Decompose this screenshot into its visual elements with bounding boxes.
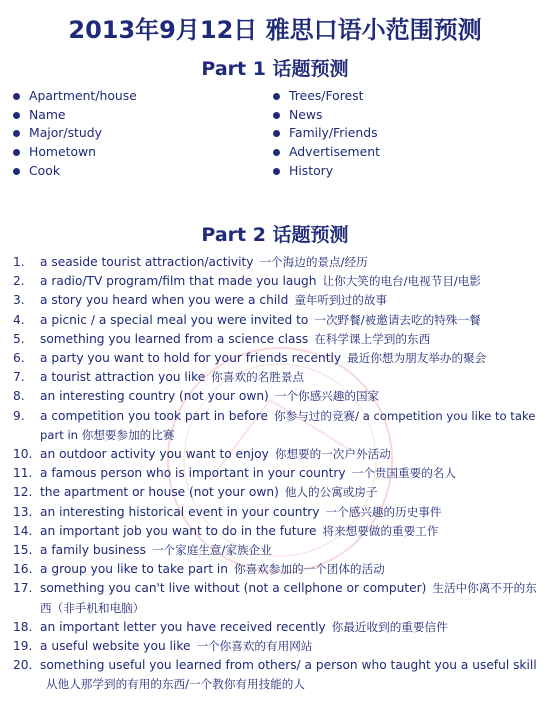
list-item [13, 387, 543, 406]
list-item [13, 272, 543, 291]
topic-label: Cook [29, 162, 60, 178]
item-chinese: 一个你喜欢的有用网站 [196, 639, 313, 654]
item-chinese: 童年听到过的故事 [294, 293, 388, 308]
item-english: a story you heard when you were a child [40, 293, 289, 308]
item-chinese: 你喜欢的名胜景点 [211, 370, 305, 385]
item-number: 8. [13, 389, 25, 404]
bullet-icon [273, 168, 280, 175]
item-chinese: 从他人那学到的有用的东西/一个教你有用技能的人 [46, 677, 305, 692]
list-item [13, 253, 543, 272]
item-english: a party you want to hold for your friends recently [40, 351, 342, 366]
topic-label: Apartment/house [29, 88, 137, 103]
item-number: 15. [13, 543, 33, 558]
item-number: 12. [13, 485, 33, 500]
item-english: a family business [40, 543, 146, 558]
list-item [13, 560, 543, 579]
item-number: 14. [13, 523, 33, 538]
item-chinese: 最近你想为朋友举办的聚会 [347, 351, 487, 366]
item-chinese: 一个贵国重要的名人 [351, 466, 456, 481]
item-chinese: 生活中你离不开的东西（非手机和电脑） [40, 581, 537, 615]
item-number: 3. [13, 293, 25, 308]
part1-heading: Part 1 话题预测 [201, 58, 349, 80]
list-item [13, 291, 543, 310]
item-number: 2. [13, 274, 25, 289]
bullet-icon [273, 130, 280, 137]
list-item [13, 637, 543, 656]
item-english: an important letter you have received recently [40, 619, 326, 634]
topic-item [273, 124, 380, 143]
part1-topics-right [273, 87, 380, 180]
topic-item [13, 87, 137, 106]
item-chinese: 一个海边的景点/经历 [259, 255, 368, 269]
part2-heading: Part 2 话题预测 [201, 224, 349, 246]
list-item [13, 541, 543, 560]
list-item [13, 503, 543, 522]
item-chinese: 他人的公寓或房子 [284, 485, 378, 500]
topic-label: Trees/Forest [289, 88, 364, 103]
item-english: a picnic / a special meal you were invited to [40, 312, 309, 327]
part1-topics-left [13, 87, 137, 180]
list-item [13, 522, 543, 541]
item-english: the apartment or house (not your own) [40, 485, 279, 500]
bullet-icon [13, 149, 20, 156]
topic-label: News [289, 106, 323, 122]
item-number: 19. [13, 639, 33, 654]
bullet-icon [13, 93, 20, 100]
item-english: an outdoor activity you want to enjoy [40, 447, 269, 462]
item-chinese: 一个家庭生意/家族企业 [151, 543, 272, 558]
item-english: a tourist attraction you like [40, 370, 206, 385]
bullet-icon [273, 93, 280, 100]
bullet-icon [13, 168, 20, 175]
bullet-icon [13, 112, 20, 119]
item-chinese: 让你大笑的电台/电视节目/电影 [322, 274, 482, 289]
item-english: a competition you took part in before [40, 408, 268, 423]
item-english: something you can't live without (not a cellphone or computer) [40, 581, 427, 596]
item-number: 13. [13, 504, 33, 519]
item-english: a seaside tourist attraction/activity [40, 255, 254, 269]
item-chinese: 在科学课上学到的东西 [314, 331, 431, 346]
topic-item [273, 143, 380, 162]
list-item [13, 483, 543, 502]
list-item [13, 579, 543, 617]
bullet-icon [273, 112, 280, 119]
list-item [13, 656, 543, 694]
part2-topic-list [13, 253, 543, 695]
item-chinese: 你想要的一次户外活动 [274, 447, 391, 462]
item-chinese: 你最近收到的重要信件 [331, 619, 448, 634]
topic-item [13, 162, 137, 181]
item-number: 20. [13, 658, 33, 673]
list-item [13, 464, 543, 483]
list-item [13, 618, 543, 637]
item-number: 17. [13, 581, 33, 596]
item-number: 7. [13, 370, 25, 385]
item-chinese: 你参与过的竞赛/ a competition you like to take part in 你想要参加的比赛 [40, 408, 536, 442]
topic-item [13, 106, 137, 125]
item-number: 11. [13, 466, 33, 481]
item-number: 4. [13, 312, 25, 327]
topic-label: Family/Friends [289, 125, 378, 141]
topic-label: Name [29, 106, 66, 122]
topic-label: Hometown [29, 144, 97, 160]
list-item [13, 407, 543, 445]
list-item [13, 445, 543, 464]
bullet-icon [13, 130, 20, 137]
item-number: 6. [13, 351, 25, 366]
topic-label: Advertisement [289, 144, 380, 160]
item-english: an important job you want to do in the future [40, 523, 317, 538]
topic-item [13, 124, 137, 143]
topic-label: History [289, 162, 334, 178]
list-item [13, 311, 543, 330]
topic-item [13, 143, 137, 162]
list-item [13, 368, 543, 387]
topic-label: Major/study [29, 125, 102, 141]
item-chinese: 一个你感兴趣的国家 [274, 389, 380, 404]
item-english: an interesting country (not your own) [40, 389, 269, 404]
item-number: 16. [13, 562, 33, 577]
topic-item [273, 106, 380, 125]
page-title: 2013年9月12日 雅思口语小范围预测 [68, 16, 482, 44]
item-english: a radio/TV program/film that made you laugh [40, 274, 317, 289]
item-english: something useful you learned from others/ a person who taught you a useful skill [40, 658, 537, 673]
item-number: 18. [13, 619, 33, 634]
list-item [13, 330, 543, 349]
item-english: a useful website you like [40, 639, 191, 654]
item-english: a group you like to take part in [40, 562, 228, 577]
item-number: 9. [13, 408, 25, 423]
topic-item [273, 87, 380, 106]
item-chinese: 你喜欢参加的一个团体的活动 [233, 562, 385, 577]
item-chinese: 一次野餐/被邀请去吃的特殊一餐 [314, 312, 481, 327]
topic-item [273, 162, 380, 181]
list-item [13, 349, 543, 368]
item-english: an interesting historical event in your country [40, 504, 320, 519]
item-english: something you learned from a science class [40, 331, 309, 346]
item-chinese: 一个感兴趣的历史事件 [325, 504, 442, 519]
item-chinese: 将来想要做的重要工作 [322, 523, 439, 538]
item-number: 10. [13, 447, 33, 462]
item-number: 5. [13, 331, 25, 346]
bullet-icon [273, 149, 280, 156]
item-english: a famous person who is important in your country [40, 466, 346, 481]
item-number: 1. [13, 255, 25, 269]
